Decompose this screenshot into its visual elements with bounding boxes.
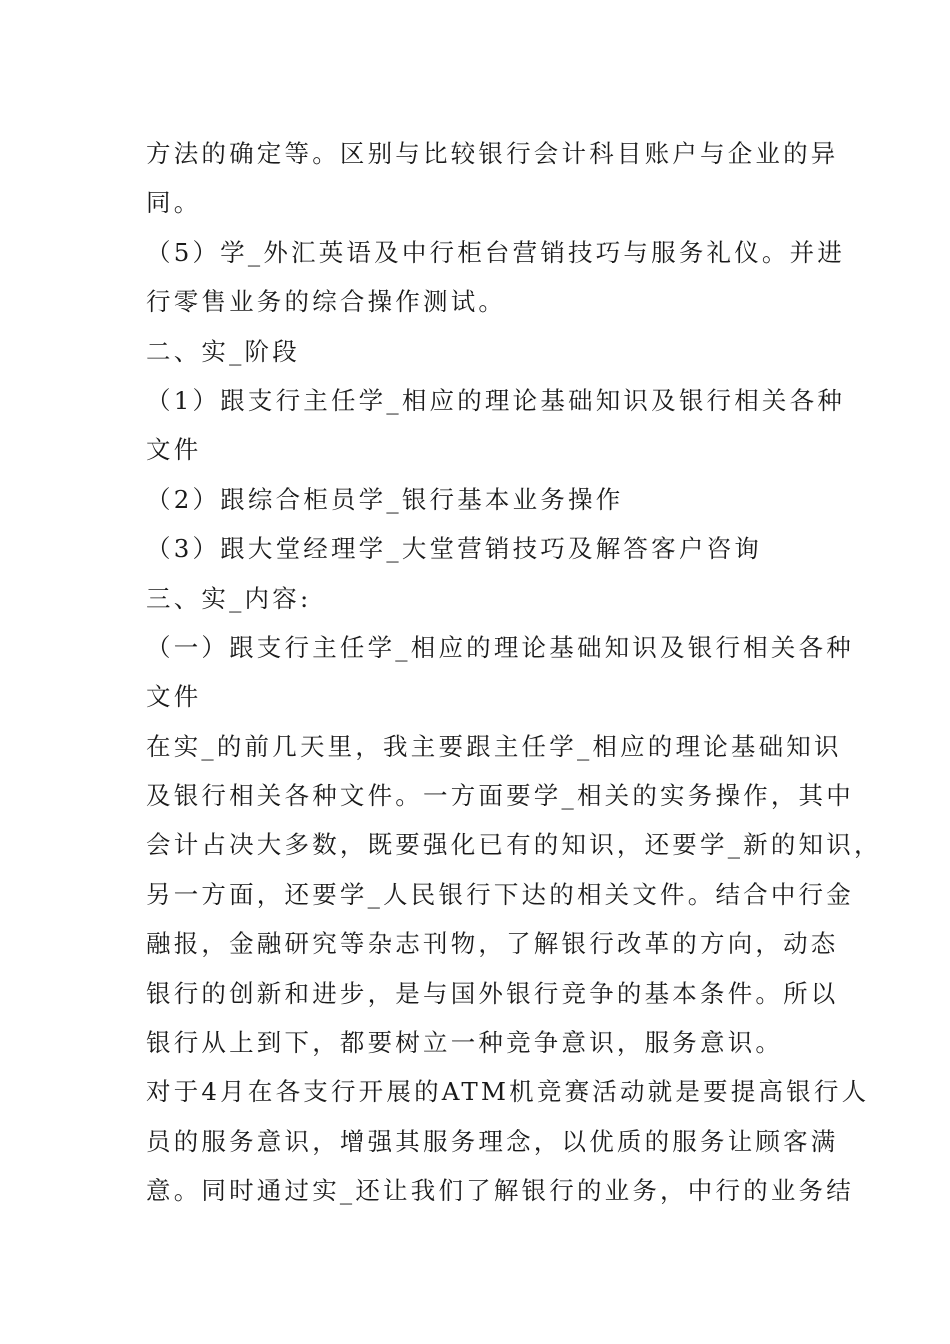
text-line: （5）学_外汇英语及中行柜台营销技巧与服务礼仪。并进 (146, 237, 846, 267)
text-line: 及银行相关各种文件。一方面要学_相关的实务操作，其中 (146, 781, 854, 811)
text-line: 会计占决大多数，既要强化已有的知识，还要学_新的知识， (146, 830, 882, 860)
text-line: 文件 (146, 682, 202, 712)
text-line: （2）跟综合柜员学_银行基本业务操作 (146, 484, 624, 514)
text-line: 员的服务意识，增强其服务理念，以优质的服务让顾客满 (146, 1126, 839, 1156)
section-heading: 二、实_阶段 (146, 336, 300, 366)
text-line: 文件 (146, 435, 202, 465)
text-line: （3）跟大堂经理学_大堂营销技巧及解答客户咨询 (146, 534, 762, 564)
text-line: 在实_的前几天里，我主要跟主任学_相应的理论基础知识 (146, 731, 842, 761)
section-heading: 三、实_内容: (146, 583, 312, 613)
text-line: 另一方面，还要学_人民银行下达的相关文件。结合中行金 (146, 879, 854, 909)
text-line: 同。 (146, 188, 202, 218)
text-line: 对于4月在各支行开展的ATM机竞赛活动就是要提高银行人 (146, 1077, 870, 1107)
text-line: 方法的确定等。区别与比较银行会计科目账户与企业的异 (146, 139, 839, 168)
text-line: 行零售业务的综合操作测试。 (146, 287, 507, 317)
text-line: 意。同时通过实_还让我们了解银行的业务，中行的业务结 (146, 1176, 854, 1206)
text-line: 融报，金融研究等杂志刊物，了解银行改革的方向，动态 (146, 929, 839, 959)
document-body (146, 129, 882, 1216)
text-line: （1）跟支行主任学_相应的理论基础知识及银行相关各种 (146, 385, 846, 415)
text-line: 银行从上到下，都要树立一种竞争意识，服务意识。 (146, 1028, 784, 1058)
text-line: 银行的创新和进步，是与国外银行竞争的基本条件。所以 (146, 978, 839, 1008)
text-line: （一）跟支行主任学_相应的理论基础知识及银行相关各种 (146, 632, 854, 662)
